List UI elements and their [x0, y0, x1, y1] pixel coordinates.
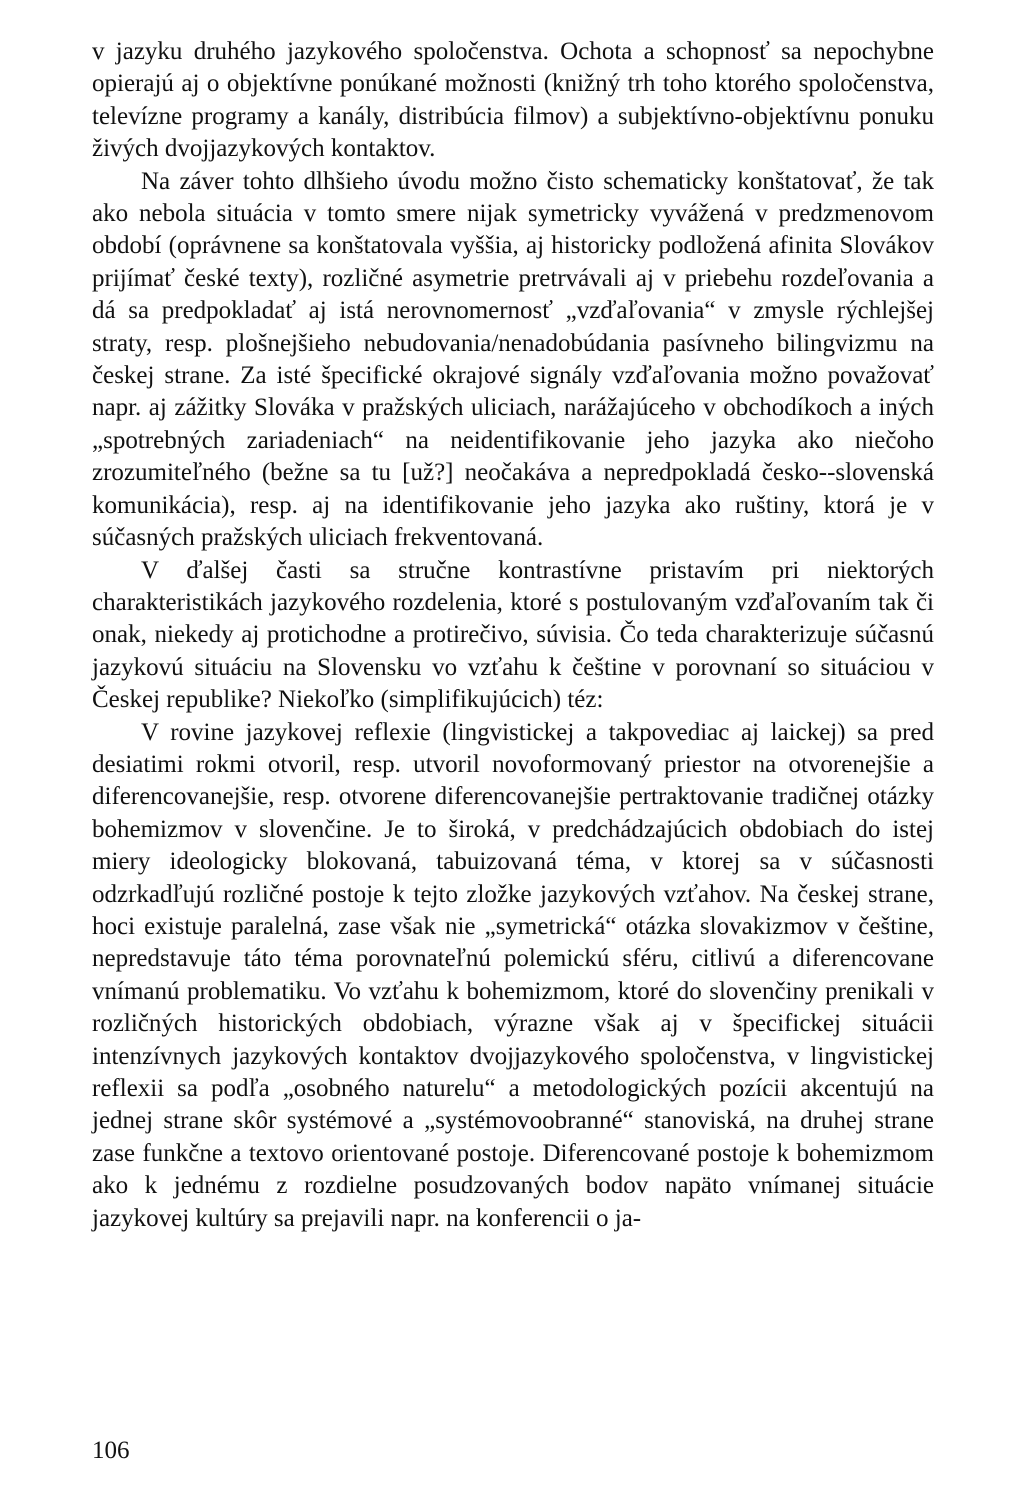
paragraph-2: Na záver tohto dlhšieho úvodu možno čisto schematicky konštatovať, že tak ako nebola situácia v tomto smere nijak symetricky vyvážená v predzmenovom období (oprávnene sa konštatovala vyššia, aj historicky podložená afinita Slovákov prijímať české texty), rozličné asymetrie pretrvávali aj v priebehu rozdeľovania a dá sa predpokladať aj istá nerovnomernosť „vzďaľovania“ v zmysle rýchlejšej straty, resp. plošnejšieho nebudovania/nenadobúdania pasívneho bilingvizmu na českej strane. Za isté špecifické okrajové signály vzďaľovania možno považovať napr. aj zážitky Slováka v pražských uliciach, narážajúceho v obchodíkoch a iných „spotrebných zariadeniach“ na neidentifikovanie jeho jazyka ako niečoho zrozumiteľného (bežne sa tu [už?] neočakáva a nepredpokladá česko--slovenská komunikácia), resp. aj na identifikovanie jeho jazyka ako ruštiny, ktorá je v súčasných pražských uliciach frekventovaná.	[92, 167, 934, 552]
page-number: 106	[92, 1437, 130, 1464]
paragraph-4: V rovine jazykovej reflexie (lingvistickej a takpovediac aj laickej) sa pred desiatimi rokmi otvoril, resp. utvoril novoformovaný priestor na otvorenejšie a diferencovanejšie, resp. otvorene diferencovanejšie pertraktovanie tradičnej otázky bohemizmov v slovenčine. Je to široká, v predchádzajúcich obdobiach do istej miery ideologicky blokovaná, tabuizovaná téma, v ktorej sa v súčasnosti odzrkadľujú rozličné postoje k tejto zložke jazykových vzťahov. Na českej strane, hoci existuje paralelná, zase však nie „symetrická“ otázka slovakizmov v češtine, nepredstavuje táto téma porovnateľnú polemickú sféru, citlivú a diferencovane vnímanú problematiku. Vo vzťahu k bohemizmom, ktoré do slovenčiny prenikali v rozličných historických obdobiach, výrazne však aj v špecifickej situácii intenzívnych jazykových kontaktov dvojjazykového spoločenstva, v lingvistickej reflexii sa podľa „osobného naturelu“ a metodologických pozícii akcentujú na jednej strane skôr systémové a „systémovoobranné“ stanoviská, na druhej strane zase funkčne a textovo orientované postoje. Diferencované postoje k bohemizmom ako k jednému z rozdielne posudzovaných bodov napäto vnímanej situácie jazykovej kultúry sa prejavili napr. na konferencii o ja-	[92, 718, 934, 1232]
paragraph-1: v jazyku druhého jazykového spoločenstva. Ochota a schopnosť sa nepochybne opierajú aj o objektívne ponúkané možnosti (knižný trh toho ktorého spoločenstva, televízne programy a kanály, distribúcia filmov) a subjektívno-objektívnu ponuku živých dvojjazykových kontaktov.	[92, 38, 934, 163]
body-text	[92, 36, 934, 1235]
paragraph-3: V ďalšej časti sa stručne kontrastívne pristavím pri niektorých charakteristikách jazykového rozdelenia, ktoré s postulovaným vzďaľovaním tak či onak, niekedy aj protichodne a protirečivo, súvisia. Čo teda charakterizuje súčasnú jazykovú situáciu na Slovensku vo vzťahu k češtine v porovnaní so situáciou v Českej republike? Niekoľko (simplifikujúcich) téz:	[92, 556, 934, 714]
